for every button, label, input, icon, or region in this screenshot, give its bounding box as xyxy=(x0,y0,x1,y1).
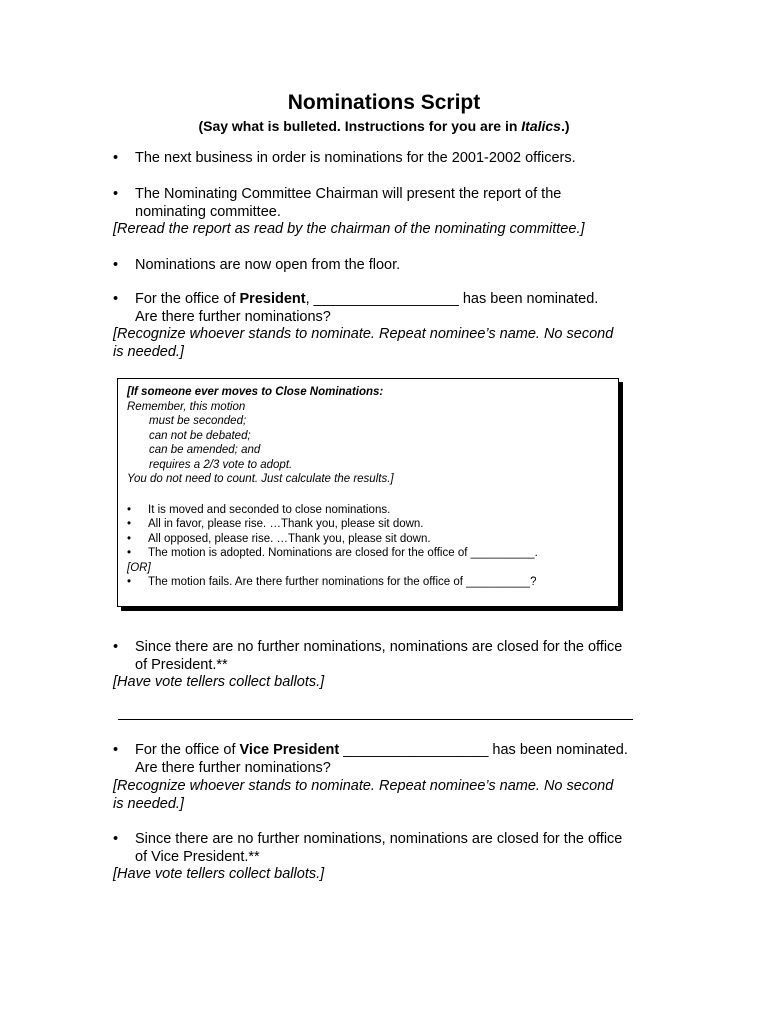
instruction-line2: is needed.] xyxy=(113,795,184,812)
box-bullet-text: The motion is adopted. Nominations are closed for the office of __________. xyxy=(148,547,538,559)
bullet-icon: • xyxy=(113,186,119,202)
text-pre: For the office of xyxy=(135,742,240,758)
bullet-text-line2: of President.** xyxy=(135,656,228,673)
box-bullet xyxy=(127,517,607,532)
office-vice-president: Vice President xyxy=(239,742,340,758)
subtitle-after: .) xyxy=(560,118,570,134)
box-line-indented: can be amended; and xyxy=(149,444,261,456)
bullet-text-line1 xyxy=(135,742,673,760)
bullet-icon: • xyxy=(127,518,132,530)
bullet-president-nomination xyxy=(113,291,673,326)
box-line: Remember, this motion xyxy=(127,400,246,413)
bullet-icon: • xyxy=(113,831,119,847)
bullet-next-business xyxy=(113,150,673,168)
close-nominations-box xyxy=(117,378,619,607)
box-bullet xyxy=(127,503,607,518)
bullet-icon: • xyxy=(113,257,119,273)
bullet-vice-president-nomination xyxy=(113,742,673,777)
box-bullet-text: The motion fails. Are there further nominations for the office of __________? xyxy=(148,576,537,588)
instruction-collect-ballots: [Have vote tellers collect ballots.] xyxy=(113,674,325,690)
bullet-icon: • xyxy=(127,576,132,588)
instruction-line2: is needed.] xyxy=(113,343,184,360)
bullet-vice-president-closed xyxy=(113,831,673,866)
instruction-line1: [Recognize whoever stands to nominate. Repeat nominee’s name. No second xyxy=(113,778,614,794)
bullet-icon: • xyxy=(113,150,119,166)
bullet-text-line1: The Nominating Committee Chairman will present the report of the xyxy=(135,186,562,202)
office-president: President xyxy=(239,291,306,307)
box-bullet-text: All in favor, please rise. …Thank you, please sit down. xyxy=(148,518,424,530)
text-post: __________________ has been nominated. xyxy=(339,742,628,758)
box-bullet xyxy=(127,546,607,561)
bullet-nominations-open xyxy=(113,257,673,275)
subtitle-before: (Say what is bulleted. Instructions for you are in xyxy=(198,118,522,134)
bullet-text-line2: Are there further nominations? xyxy=(135,759,331,776)
box-line-indented: can not be debated; xyxy=(149,429,251,442)
bullet-text-line2: Are there further nominations? xyxy=(135,308,331,325)
instruction-reread-report: [Reread the report as read by the chairman of the nominating committee.] xyxy=(113,221,585,237)
box-line-indented: must be seconded; xyxy=(149,415,247,427)
instruction-recognize-vice-president xyxy=(113,778,673,813)
box-or: [OR] xyxy=(127,561,151,574)
page-title: Nominations Script xyxy=(287,91,481,114)
bullet-text-line1: Since there are no further nominations, nominations are closed for the office xyxy=(135,831,623,847)
bullet-president-closed xyxy=(113,639,673,674)
box-bullet xyxy=(127,575,607,590)
box-line-indented: requires a 2/3 vote to adopt. xyxy=(149,458,293,471)
text-pre: For the office of xyxy=(135,291,240,307)
instruction-collect-ballots-vp: [Have vote tellers collect ballots.] xyxy=(113,866,325,882)
bullet-icon: • xyxy=(127,503,132,516)
box-bullet-text: It is moved and seconded to close nominations. xyxy=(148,503,391,516)
bullet-committee-report xyxy=(113,186,673,221)
bullet-icon: • xyxy=(113,639,119,655)
box-line: You do not need to count. Just calculate the results.] xyxy=(127,473,394,485)
section-divider xyxy=(118,719,633,720)
box-bullet-text: All opposed, please rise. …Thank you, please sit down. xyxy=(148,532,431,545)
bullet-icon: • xyxy=(127,532,132,545)
bullet-text: Nominations are now open from the floor. xyxy=(135,257,401,273)
bullet-text-line2: nominating committee. xyxy=(135,203,281,220)
bullet-text-line2: of Vice President.** xyxy=(135,848,260,865)
text-post: , __________________ has been nominated. xyxy=(305,291,599,307)
bullet-icon: • xyxy=(113,742,119,758)
bullet-icon: • xyxy=(127,547,132,559)
bullet-text: The next business in order is nominations for the 2001-2002 officers. xyxy=(135,150,576,166)
subtitle-italic: Italics xyxy=(521,118,561,134)
page-subtitle xyxy=(0,117,768,135)
box-heading: [If someone ever moves to Close Nominations: xyxy=(127,386,384,398)
box-bullet xyxy=(127,532,607,547)
instruction-line1: [Recognize whoever stands to nominate. Repeat nominee’s name. No second xyxy=(113,326,614,342)
bullet-text-line1 xyxy=(135,291,673,309)
instruction-recognize-president xyxy=(113,326,673,361)
bullet-text-line1: Since there are no further nominations, nominations are closed for the office xyxy=(135,639,623,655)
bullet-icon: • xyxy=(113,291,119,307)
